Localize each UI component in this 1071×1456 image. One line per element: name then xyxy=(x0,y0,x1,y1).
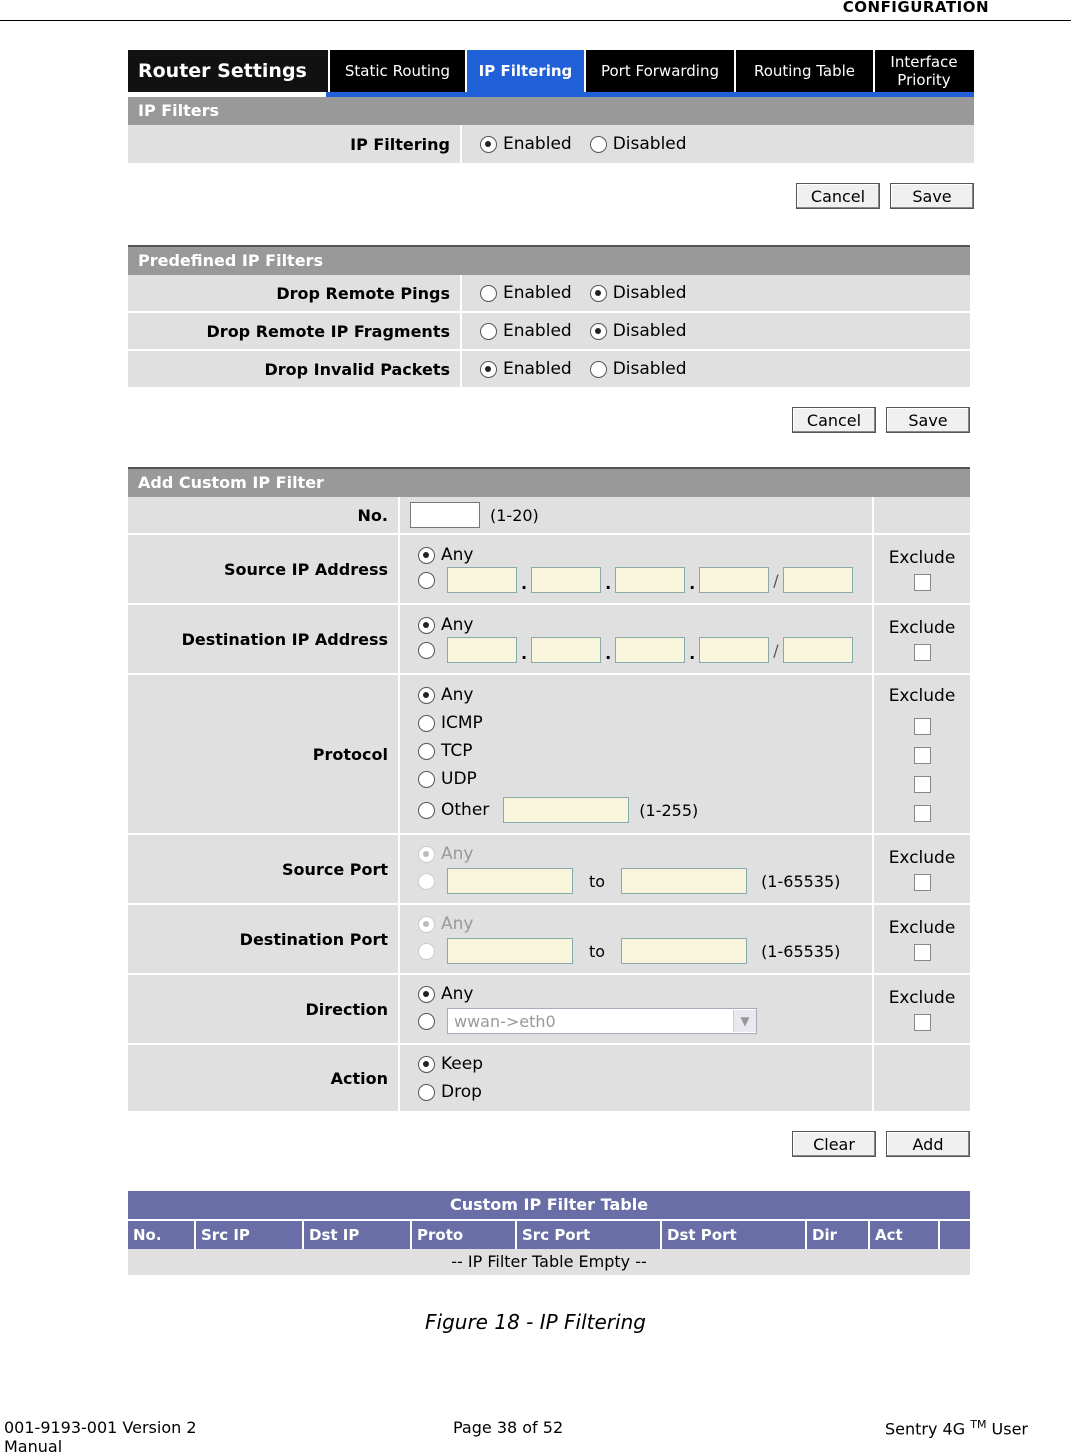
column-header: Src IP xyxy=(196,1221,304,1249)
exclude-label: Exclude xyxy=(888,617,956,638)
radio-selected-icon xyxy=(418,617,435,634)
source-ip-octet-3[interactable] xyxy=(615,567,685,593)
radio-selected-icon xyxy=(418,1056,435,1073)
action-row xyxy=(128,1045,970,1113)
source-ip-octet-4[interactable] xyxy=(699,567,769,593)
direction-select[interactable] xyxy=(447,1008,757,1034)
destination-ip-exclude-checkbox[interactable] xyxy=(914,644,931,661)
destination-ip-octet-4[interactable] xyxy=(699,637,769,663)
radio-empty-icon xyxy=(590,136,607,153)
source-port-to-input[interactable] xyxy=(621,868,747,894)
invalid-enabled-radio[interactable] xyxy=(480,359,572,379)
source-port-from-input[interactable] xyxy=(447,868,573,894)
exclude-label: Exclude xyxy=(888,547,956,568)
filter-no-row xyxy=(128,497,970,535)
protocol-other-exclude-checkbox[interactable] xyxy=(914,805,931,822)
radio-selected-icon xyxy=(418,547,435,564)
protocol-icmp-radio[interactable] xyxy=(418,713,483,733)
footer-manual-text: Manual xyxy=(4,1437,63,1456)
ip-filters-header: IP Filters xyxy=(128,97,974,125)
port-range: (1-65535) xyxy=(761,941,841,961)
custom-filter-buttons xyxy=(128,1131,970,1159)
source-port-label: Source Port xyxy=(128,835,400,903)
column-header: No. xyxy=(128,1221,196,1249)
protocol-other-input[interactable] xyxy=(503,797,629,823)
footer-product-name: Sentry 4G xyxy=(885,1419,966,1439)
ip-filters-buttons xyxy=(128,183,974,211)
column-header: Act xyxy=(870,1221,940,1249)
figure-caption: Figure 18 - IP Filtering xyxy=(425,1310,646,1334)
source-ip-octet-2[interactable] xyxy=(531,567,601,593)
clear-button[interactable]: Clear xyxy=(792,1131,876,1157)
radio-selected-icon xyxy=(418,846,435,863)
radio-empty-icon xyxy=(480,285,497,302)
trademark: TM xyxy=(970,1418,987,1431)
tab-routing-table[interactable]: Routing Table xyxy=(734,50,873,92)
column-header: Src Port xyxy=(517,1221,662,1249)
radio-selected-icon xyxy=(418,687,435,704)
direction-any-radio[interactable] xyxy=(418,984,473,1004)
ip-filtering-enabled-radio[interactable] xyxy=(480,134,572,154)
save-button[interactable]: Save xyxy=(890,183,974,209)
footer-version-text: 001-9193-001 Version 2 xyxy=(4,1418,197,1437)
ip-filtering-row xyxy=(128,125,974,165)
radio-label: Enabled xyxy=(503,359,572,379)
radio-empty-icon xyxy=(418,715,435,732)
radio-empty-icon xyxy=(480,323,497,340)
footer-product xyxy=(885,1418,1028,1438)
tab-bar xyxy=(128,50,974,92)
radio-selected-icon xyxy=(480,361,497,378)
destination-ip-custom-radio[interactable] xyxy=(418,642,435,659)
column-header-blank xyxy=(940,1221,970,1249)
destination-ip-octet-1[interactable] xyxy=(447,637,517,663)
radio-label: Any xyxy=(441,844,474,864)
tab-static-routing[interactable]: Static Routing xyxy=(328,50,465,92)
radio-label: Disabled xyxy=(612,283,687,303)
direction-row xyxy=(128,975,970,1045)
source-ip-octet-1[interactable] xyxy=(447,567,517,593)
radio-empty-icon xyxy=(418,1084,435,1101)
router-settings-panel xyxy=(128,50,974,1275)
destination-ip-label: Destination IP Address xyxy=(128,605,400,673)
column-header: Proto xyxy=(412,1221,517,1249)
direction-label: Direction xyxy=(128,975,400,1043)
protocol-range: (1-255) xyxy=(639,800,699,820)
to-label: to xyxy=(589,871,606,891)
source-ip-mask[interactable] xyxy=(783,567,853,593)
protocol-tcp-exclude-checkbox[interactable] xyxy=(914,747,931,764)
protocol-tcp-radio[interactable] xyxy=(418,741,473,761)
source-ip-exclude-checkbox[interactable] xyxy=(914,574,931,591)
radio-label: Any xyxy=(441,914,474,934)
source-ip-any-radio[interactable] xyxy=(418,545,473,565)
fragments-enabled-radio[interactable] xyxy=(480,321,572,341)
column-header: Dir xyxy=(807,1221,870,1249)
filter-table-title: Custom IP Filter Table xyxy=(128,1191,970,1219)
footer-user-text: User xyxy=(991,1419,1028,1439)
pings-disabled-radio[interactable] xyxy=(590,283,687,303)
drop-remote-pings-label: Drop Remote Pings xyxy=(128,275,462,311)
protocol-udp-exclude-checkbox[interactable] xyxy=(914,776,931,793)
radio-label: Any xyxy=(441,615,474,635)
radio-label: Any xyxy=(441,685,474,705)
destination-ip-mask[interactable] xyxy=(783,637,853,663)
tab-ip-filtering[interactable]: IP Filtering xyxy=(465,50,584,92)
filter-no-input[interactable] xyxy=(410,502,480,528)
exclude-label: Exclude xyxy=(888,686,956,706)
destination-port-any-radio[interactable] xyxy=(418,914,473,934)
cancel-button[interactable]: Cancel xyxy=(796,183,880,209)
chevron-down-icon: ▼ xyxy=(733,1010,756,1032)
radio-selected-icon xyxy=(418,916,435,933)
page-header xyxy=(0,0,1071,21)
custom-filter-header: Add Custom IP Filter xyxy=(128,467,970,497)
destination-port-to-input[interactable] xyxy=(621,938,747,964)
radio-empty-icon xyxy=(418,802,435,819)
drop-ip-fragments-label: Drop Remote IP Fragments xyxy=(128,313,462,349)
predefined-filters-header: Predefined IP Filters xyxy=(128,245,970,275)
predefined-buttons xyxy=(128,407,970,435)
radio-label: Any xyxy=(441,545,474,565)
destination-ip-row: Destination IP Address Any . . . / Exclude xyxy=(128,605,970,675)
filter-no-label: No. xyxy=(128,497,400,533)
action-keep-radio[interactable] xyxy=(418,1054,483,1074)
radio-label: Disabled xyxy=(612,134,687,154)
radio-label: Any xyxy=(441,984,474,1004)
radio-label: Disabled xyxy=(612,359,687,379)
destination-ip-octet-3[interactable] xyxy=(615,637,685,663)
action-drop-radio[interactable] xyxy=(418,1082,482,1102)
destination-port-from-input[interactable] xyxy=(447,938,573,964)
radio-selected-icon xyxy=(590,285,607,302)
protocol-row xyxy=(128,675,970,835)
filter-table-header xyxy=(128,1219,970,1249)
footer-version xyxy=(4,1418,197,1456)
destination-ip-any-radio[interactable] xyxy=(418,615,473,635)
destination-port-row xyxy=(128,905,970,975)
radio-empty-icon xyxy=(418,743,435,760)
direction-exclude-checkbox[interactable] xyxy=(914,1014,931,1031)
radio-label: Enabled xyxy=(503,321,572,341)
radio-selected-icon xyxy=(590,323,607,340)
destination-port-range-radio[interactable] xyxy=(418,943,435,960)
radio-label: UDP xyxy=(441,769,477,789)
destination-port-exclude-checkbox[interactable] xyxy=(914,944,931,961)
filter-no-range: (1-20) xyxy=(490,505,539,525)
radio-label: Drop xyxy=(441,1082,482,1102)
ip-filtering-label: IP Filtering xyxy=(128,125,462,163)
exclude-label: Exclude xyxy=(888,917,956,938)
drop-remote-pings-row xyxy=(128,275,970,313)
radio-empty-icon xyxy=(418,771,435,788)
column-header: Dst Port xyxy=(662,1221,807,1249)
radio-selected-icon xyxy=(480,136,497,153)
pings-enabled-radio[interactable] xyxy=(480,283,572,303)
radio-selected-icon xyxy=(418,986,435,1003)
direction-select-radio[interactable] xyxy=(418,1013,435,1030)
source-ip-custom-radio[interactable] xyxy=(418,572,435,589)
exclude-label: Exclude xyxy=(888,847,956,868)
tab-interface-priority[interactable]: Interface Priority xyxy=(873,50,973,92)
radio-label: Other xyxy=(441,800,490,820)
protocol-udp-radio[interactable] xyxy=(418,769,477,789)
protocol-label: Protocol xyxy=(128,675,400,833)
port-range: (1-65535) xyxy=(761,871,841,891)
footer-page: Page 38 of 52 xyxy=(453,1418,564,1437)
source-ip-label: Source IP Address xyxy=(128,535,400,603)
radio-label: Enabled xyxy=(503,283,572,303)
destination-port-label: Destination Port xyxy=(128,905,400,973)
fragments-disabled-radio[interactable] xyxy=(590,321,687,341)
destination-ip-octet-2[interactable] xyxy=(531,637,601,663)
drop-ip-fragments-row xyxy=(128,313,970,351)
radio-label: TCP xyxy=(441,741,473,761)
save-button[interactable]: Save xyxy=(886,407,970,433)
empty-cell xyxy=(872,1045,970,1111)
section-title: CONFIGURATION xyxy=(842,0,989,16)
radio-label: Disabled xyxy=(612,321,687,341)
drop-invalid-packets-row xyxy=(128,351,970,389)
add-button[interactable]: Add xyxy=(886,1131,970,1157)
invalid-disabled-radio[interactable] xyxy=(590,359,687,379)
source-port-row xyxy=(128,835,970,905)
tab-port-forwarding[interactable]: Port Forwarding xyxy=(584,50,734,92)
to-label: to xyxy=(589,941,606,961)
radio-label: ICMP xyxy=(441,713,483,733)
drop-invalid-packets-label: Drop Invalid Packets xyxy=(128,351,462,387)
source-port-range-radio[interactable] xyxy=(418,873,435,890)
radio-label: Enabled xyxy=(503,134,572,154)
protocol-any-radio[interactable] xyxy=(418,685,473,705)
column-header: Dst IP xyxy=(304,1221,412,1249)
direction-select-value: wwan->eth0 xyxy=(454,1011,556,1031)
radio-label: Keep xyxy=(441,1054,484,1074)
action-label: Action xyxy=(128,1045,400,1111)
source-port-any-radio[interactable] xyxy=(418,844,473,864)
source-port-exclude-checkbox[interactable] xyxy=(914,874,931,891)
exclude-label: Exclude xyxy=(888,987,956,1008)
empty-cell xyxy=(872,497,970,533)
source-ip-row: Source IP Address Any . . . / Exclude xyxy=(128,535,970,605)
cancel-button[interactable]: Cancel xyxy=(792,407,876,433)
protocol-icmp-exclude-checkbox[interactable] xyxy=(914,718,931,735)
tab-router-settings[interactable]: Router Settings xyxy=(128,50,328,92)
ip-filtering-disabled-radio[interactable] xyxy=(590,134,687,154)
radio-empty-icon xyxy=(590,361,607,378)
protocol-other-radio[interactable] xyxy=(418,800,489,820)
filter-table-empty: -- IP Filter Table Empty -- xyxy=(128,1249,970,1275)
